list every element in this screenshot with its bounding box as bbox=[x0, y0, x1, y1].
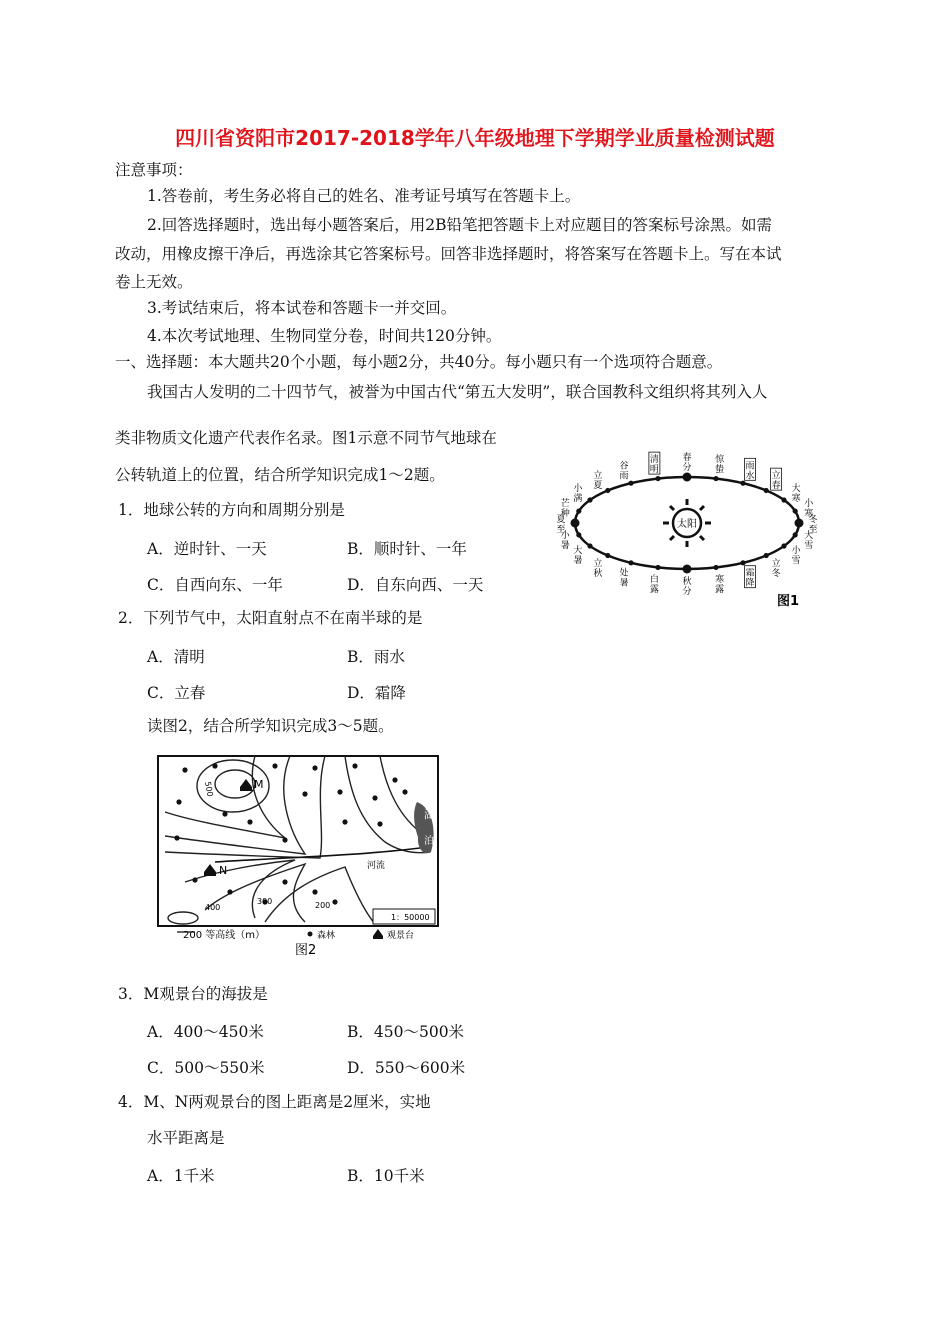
label-n: N bbox=[219, 864, 228, 877]
orbit-term-char: 冬 bbox=[808, 515, 818, 525]
orbit-term-char: 小 bbox=[791, 546, 801, 556]
legend-forest-icon bbox=[308, 932, 313, 937]
legend-tower-icon bbox=[373, 929, 383, 939]
intro-line-2: 类非物质文化遗产代表作名录。图1示意不同节气地球在 bbox=[115, 429, 497, 447]
notice-item-4: 4.本次考试地理、生物同堂分卷，时间共120分钟。 bbox=[147, 327, 502, 345]
orbit-point bbox=[781, 543, 786, 548]
orbit-point bbox=[571, 519, 580, 528]
orbit-term-char: 立 bbox=[771, 471, 781, 482]
contour-label-400: 400 bbox=[205, 903, 221, 912]
forest-marker bbox=[392, 777, 397, 782]
q2-option-a: A．清明 bbox=[147, 648, 205, 666]
orbit-term-char: 至 bbox=[808, 525, 818, 535]
q4-stem: 4．M、N两观景台的图上距离是2厘米，实地 bbox=[118, 1093, 431, 1111]
orbit-point bbox=[740, 481, 745, 486]
forest-marker bbox=[342, 819, 347, 824]
orbit-point bbox=[795, 519, 804, 528]
forest-marker bbox=[372, 795, 377, 800]
orbit-point bbox=[587, 543, 592, 548]
intro-line-3: 公转轨道上的位置，结合所学知识完成1～2题。 bbox=[115, 466, 445, 484]
read-fig2: 读图2，结合所学知识完成3～5题。 bbox=[147, 717, 394, 735]
orbit-term-char: 小 bbox=[573, 484, 583, 494]
q1-option-d: D．自东向西、一天 bbox=[347, 576, 484, 594]
forest-marker bbox=[176, 799, 181, 804]
orbit-term-label bbox=[573, 482, 583, 504]
orbit-term-char: 明 bbox=[649, 465, 659, 476]
orbit-term-char: 谷 bbox=[619, 461, 629, 472]
orbit-term-char: 霜 bbox=[745, 568, 755, 579]
q4-option-b: B．10千米 bbox=[347, 1167, 425, 1185]
orbit-term-char: 清 bbox=[649, 455, 659, 466]
orbit-term-label bbox=[715, 573, 724, 595]
orbit-point bbox=[713, 565, 718, 570]
orbit-term-char: 露 bbox=[715, 584, 725, 595]
notice-item-1: 1.答卷前，考生务必将自己的姓名、准考证号填写在答题卡上。 bbox=[147, 187, 581, 205]
forest-marker bbox=[272, 763, 277, 768]
orbit-point bbox=[764, 488, 769, 493]
forest-marker bbox=[282, 879, 287, 884]
orbit-point bbox=[628, 560, 633, 565]
notice-item-2-cont: 改动，用橡皮擦干净后，再选涂其它答案标号。回答非选择题时，将答案写在答题卡上。写在本试 bbox=[115, 245, 782, 263]
orbit-point bbox=[781, 497, 786, 502]
forest-marker bbox=[212, 763, 217, 768]
orbit-term-label bbox=[792, 544, 802, 566]
orbit-term-label bbox=[682, 451, 691, 473]
orbit-point bbox=[683, 473, 692, 482]
legend-contour: 200 等高线（m） bbox=[183, 930, 266, 941]
contour-label-200: 200 bbox=[315, 901, 331, 910]
forest-marker bbox=[247, 819, 252, 824]
q1-option-c: C．自西向东、一年 bbox=[147, 576, 283, 594]
q4-option-a: A．1千米 bbox=[147, 1167, 215, 1185]
orbit-term-char: 白 bbox=[649, 574, 659, 585]
orbit-point bbox=[740, 560, 745, 565]
label-m: M bbox=[254, 778, 264, 791]
orbit-term-char: 秋 bbox=[593, 568, 603, 579]
orbit-term-label bbox=[715, 453, 725, 475]
orbit-term-char: 寒 bbox=[804, 508, 814, 519]
orbit-term-char: 立 bbox=[771, 558, 781, 569]
orbit-term-label bbox=[792, 482, 801, 504]
orbit-term-char: 降 bbox=[745, 578, 755, 589]
orbit-term-char: 小 bbox=[560, 531, 570, 542]
orbit-point bbox=[605, 553, 610, 558]
orbit-term-char: 暑 bbox=[573, 556, 583, 566]
orbit-point bbox=[793, 532, 798, 537]
orbit-term-char: 蛰 bbox=[715, 465, 725, 476]
orbit-term-char: 寒 bbox=[791, 494, 801, 504]
page-title: 四川省资阳市2017-2018学年八年级地理下学期学业质量检测试题 bbox=[175, 126, 775, 150]
orbit-term-char: 雨 bbox=[745, 461, 755, 472]
q4-stem-cont: 水平距离是 bbox=[147, 1129, 225, 1147]
q3-option-d: D．550～600米 bbox=[347, 1059, 466, 1077]
forest-marker bbox=[222, 811, 227, 816]
orbit-term-char: 秋 bbox=[682, 577, 692, 587]
orbit-point bbox=[576, 532, 581, 537]
orbit-term-char: 雪 bbox=[791, 556, 801, 566]
notice-heading: 注意事项： bbox=[115, 161, 193, 179]
orbit-term-char: 至 bbox=[556, 525, 566, 535]
legend-tower: 观景台 bbox=[387, 931, 415, 941]
orbit-term-char: 夏 bbox=[593, 481, 603, 492]
orbit-term-char: 寒 bbox=[715, 574, 725, 585]
figure-1-caption: 图1 bbox=[777, 594, 800, 609]
forest-marker bbox=[377, 821, 382, 826]
forest-marker bbox=[182, 767, 187, 772]
orbit-term-char: 暑 bbox=[560, 541, 570, 552]
intro-line-1: 我国古人发明的二十四节气，被誉为中国古代“第五大发明”，联合国教科文组织将其列入人 bbox=[147, 383, 768, 401]
orbit-term-char: 分 bbox=[682, 587, 692, 597]
orbit-term-char: 大 bbox=[573, 546, 583, 556]
q1-option-b: B．顺时针、一年 bbox=[347, 540, 467, 558]
orbit-term-char: 露 bbox=[649, 584, 659, 595]
orbit-term-char: 惊 bbox=[715, 455, 725, 466]
orbit-term-char: 暑 bbox=[619, 578, 629, 589]
label-river: 河流 bbox=[367, 861, 386, 871]
orbit-term-char: 水 bbox=[745, 471, 755, 482]
orbit-term-char: 雪 bbox=[804, 541, 814, 552]
orbit-point bbox=[713, 476, 718, 481]
forest-marker bbox=[402, 789, 407, 794]
forest-marker bbox=[312, 889, 317, 894]
forest-marker bbox=[352, 763, 357, 768]
orbit-point bbox=[655, 565, 660, 570]
orbit-point bbox=[655, 476, 660, 481]
q2-option-b: B．雨水 bbox=[347, 648, 405, 666]
q2-option-d: D．霜降 bbox=[347, 684, 406, 702]
scale-text: 1：50000 bbox=[391, 913, 430, 922]
label-lake-2: 泊 bbox=[424, 836, 434, 847]
orbit-term-char: 处 bbox=[619, 568, 629, 579]
orbit-term-char: 种 bbox=[560, 508, 570, 519]
orbit-point bbox=[587, 497, 592, 502]
q1-stem: 1．地球公转的方向和周期分别是 bbox=[118, 501, 345, 519]
sun-label: 太阳 bbox=[677, 519, 697, 530]
orbit-term-label bbox=[649, 452, 660, 475]
forest-marker bbox=[282, 837, 287, 842]
orbit-term-label bbox=[804, 529, 813, 551]
orbit-diagram bbox=[555, 445, 830, 610]
forest-marker bbox=[302, 791, 307, 796]
figure-1-orbit bbox=[555, 445, 830, 610]
orbit-term-char: 分 bbox=[682, 463, 692, 473]
orbit-term-char: 大 bbox=[791, 484, 801, 494]
q2-stem: 2．下列节气中，太阳直射点不在南半球的是 bbox=[118, 609, 423, 627]
orbit-term-char: 春 bbox=[682, 453, 692, 463]
q3-option-a: A．400～450米 bbox=[147, 1023, 264, 1041]
notice-item-2-end: 卷上无效。 bbox=[115, 273, 193, 291]
orbit-point bbox=[576, 508, 581, 513]
orbit-point bbox=[605, 488, 610, 493]
orbit-term-label bbox=[593, 557, 602, 579]
section-heading: 一、选择题：本大题共20个小题，每小题2分，共40分。每小题只有一个选项符合题意。 bbox=[115, 353, 723, 371]
figure-2-contour-map bbox=[155, 752, 443, 958]
orbit-term-label bbox=[561, 497, 570, 519]
notice-item-3: 3.考试结束后，将本试卷和答题卡一并交回。 bbox=[147, 299, 457, 317]
orbit-point bbox=[764, 553, 769, 558]
orbit-term-label bbox=[745, 458, 756, 481]
figure-2-caption: 图2 bbox=[295, 943, 317, 958]
forest-marker bbox=[312, 765, 317, 770]
forest-marker bbox=[174, 835, 179, 840]
forest-marker bbox=[192, 877, 197, 882]
forest-marker bbox=[227, 889, 232, 894]
orbit-term-char: 大 bbox=[804, 531, 814, 542]
orbit-term-label bbox=[682, 575, 691, 597]
orbit-term-char: 春 bbox=[771, 481, 781, 492]
orbit-term-label bbox=[573, 544, 582, 566]
orbit-term-char: 雨 bbox=[619, 471, 629, 482]
q2-option-c: C．立春 bbox=[147, 684, 206, 702]
forest-marker bbox=[337, 789, 342, 794]
orbit-term-char: 立 bbox=[593, 558, 603, 569]
orbit-term-label bbox=[619, 460, 628, 481]
forest-marker bbox=[332, 899, 337, 904]
legend-forest: 森林 bbox=[317, 931, 336, 941]
orbit-term-char: 立 bbox=[593, 471, 603, 482]
orbit-term-label bbox=[745, 566, 756, 589]
orbit-term-char: 小 bbox=[804, 498, 814, 509]
orbit-term-label bbox=[593, 469, 602, 491]
q3-stem: 3．M观景台的海拔是 bbox=[118, 985, 268, 1003]
q3-option-c: C．500～550米 bbox=[147, 1059, 265, 1077]
orbit-point bbox=[683, 565, 692, 574]
q1-option-a: A．逆时针、一天 bbox=[147, 540, 267, 558]
orbit-term-char: 芒 bbox=[560, 498, 570, 509]
orbit-term-char: 满 bbox=[573, 494, 583, 504]
orbit-term-label bbox=[619, 567, 628, 589]
notice-item-2: 2.回答选择题时，选出每小题答案后，用2B铅笔把答题卡上对应题目的答案标号涂黑。如需 bbox=[147, 216, 773, 234]
orbit-point bbox=[793, 508, 798, 513]
q3-option-b: B．450～500米 bbox=[347, 1023, 465, 1041]
orbit-term-char: 冬 bbox=[771, 568, 781, 579]
contour-label-300: 300 bbox=[257, 897, 273, 906]
orbit-term-label bbox=[771, 468, 782, 491]
orbit-term-label bbox=[650, 573, 659, 595]
orbit-term-label bbox=[772, 557, 781, 579]
contour-map bbox=[155, 752, 443, 958]
orbit-term-char: 夏 bbox=[556, 515, 566, 525]
orbit-point bbox=[628, 481, 633, 486]
label-lake-1: 湖 bbox=[424, 808, 435, 821]
contour-label-500: 500 bbox=[203, 780, 215, 798]
